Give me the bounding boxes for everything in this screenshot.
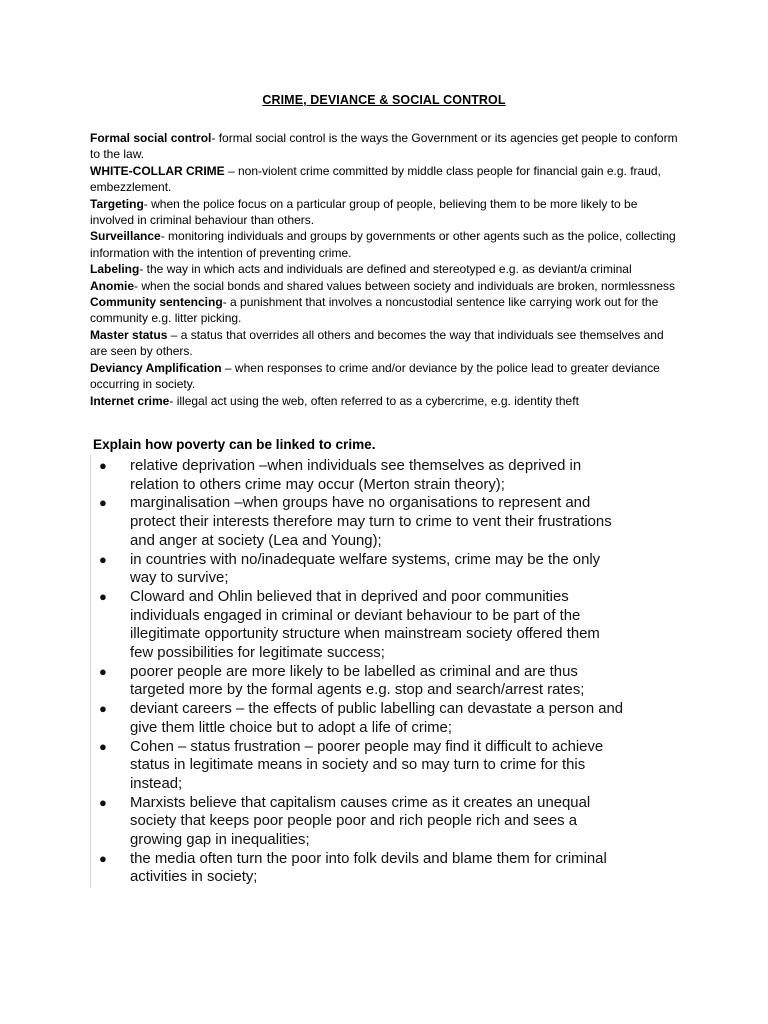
bullet-icon: ● — [99, 850, 107, 866]
definition-item — [90, 261, 680, 277]
bullet-item — [97, 588, 625, 663]
definition-item — [90, 327, 680, 360]
definition-text: - when the police focus on a particular group of people, believing them to be more likely to be involved in criminal behaviour than others. — [90, 196, 638, 228]
definition-item — [90, 130, 680, 163]
definition-text: - monitoring individuals and groups by governments or other agents such as the police, collecting information with the intention of preventing crime. — [90, 229, 676, 260]
bullet-item — [97, 551, 625, 588]
definition-item — [90, 163, 680, 196]
bullet-icon: ● — [99, 701, 107, 717]
bullet-item — [97, 850, 625, 887]
bullet-icon: ● — [99, 551, 107, 567]
bullet-text: in countries with no/inadequate welfare systems, crime may be the only way to survive; — [130, 551, 601, 587]
bullet-text: Marxists believe that capitalism causes crime as it creates an unequal society that keeps poor people poor and rich people rich and sees a growing gap in inequalities; — [130, 794, 591, 849]
definition-text: - formal social control is the ways the Government or its agencies get people to conform to the law. — [90, 131, 678, 162]
bullet-icon: ● — [99, 495, 107, 511]
definition-term: Internet crime — [90, 393, 170, 408]
definition-item — [90, 228, 680, 261]
definition-term: Labeling — [90, 262, 140, 277]
bullet-icon: ● — [99, 738, 107, 754]
definition-item — [90, 196, 680, 229]
definition-term: Formal social control — [90, 131, 212, 145]
bullet-icon: ● — [99, 663, 107, 679]
definition-term: Targeting — [90, 196, 144, 211]
definition-term: Deviancy Amplification — [90, 360, 222, 375]
definition-term: Community sentencing — [90, 295, 223, 310]
definition-text: - a punishment that involves a noncustodial sentence like carrying work out for the community e.g. litter picking. — [90, 295, 659, 326]
bullet-text: deviant careers – the effects of public labelling can devastate a person and give them little choice but to adopt a life of crime; — [130, 701, 624, 736]
bullet-list — [97, 457, 625, 887]
bullet-text: Cohen – status frustration – poorer people may find it difficult to achieve status in legitimate means in society and so may turn to crime for this instead; — [130, 738, 604, 792]
definition-item — [90, 294, 680, 327]
definition-text: - illegal act using the web, often referred to as a cybercrime, e.g. identity theft — [169, 393, 579, 408]
definition-text: – when responses to crime and/or deviance by the police lead to greater deviance occurring in society. — [90, 360, 660, 392]
scanned-bullet-image — [90, 455, 629, 888]
bullet-icon: ● — [99, 794, 107, 810]
definition-text: - when the social bonds and shared values between society and individuals are broken, normlessness — [134, 278, 675, 293]
bullet-item — [97, 494, 625, 550]
bullet-icon: ● — [99, 588, 107, 604]
definition-text: – non-violent crime committed by middle class people for financial gain e.g. fraud, embezzlement. — [90, 163, 661, 195]
definition-item — [90, 278, 680, 294]
definition-text: – a status that overrides all others and becomes the way that individuals see themselves and are seen by others. — [90, 327, 664, 359]
bullet-item — [97, 738, 625, 794]
question-heading: Explain how poverty can be linked to crime. — [93, 437, 376, 452]
definition-term: Anomie — [90, 278, 135, 293]
bullet-icon: ● — [99, 458, 107, 473]
bullet-text: relative deprivation –when individuals see themselves as deprived in relation to others crime may occur (Merton strain theory); — [130, 458, 582, 493]
definition-text: - the way in which acts and individuals are defined and stereotyped e.g. as deviant/a criminal — [139, 262, 632, 277]
bullet-item — [97, 663, 625, 700]
bullet-item — [97, 794, 625, 850]
bullet-text: marginalisation –when groups have no organisations to represent and protect their interests therefore may turn to crime to vent their frustrations and anger at society (Lea and Young); — [130, 495, 612, 549]
definition-term: WHITE-COLLAR CRIME — [90, 163, 225, 178]
bullet-text: the media often turn the poor into folk devils and blame them for criminal activities in society; — [130, 850, 607, 886]
definition-term: Surveillance — [90, 229, 161, 244]
bullet-item — [97, 700, 625, 737]
definitions-list — [90, 130, 680, 409]
bullet-text: poorer people are more likely to be labelled as criminal and are thus targeted more by the formal agents e.g. stop and search/arrest rates; — [130, 663, 585, 699]
bullet-item — [97, 457, 625, 494]
definition-term: Master status — [90, 327, 168, 342]
definition-item — [90, 360, 680, 393]
document-title: CRIME, DEVIANCE & SOCIAL CONTROL — [262, 93, 506, 107]
definition-item — [90, 393, 680, 409]
bullet-text: Cloward and Ohlin believed that in deprived and poor communities individuals engaged in criminal or deviant behaviour to be part of the illegitimate opportunity structure when mainstream society offered them few possibilities for legitimate success; — [130, 588, 600, 662]
